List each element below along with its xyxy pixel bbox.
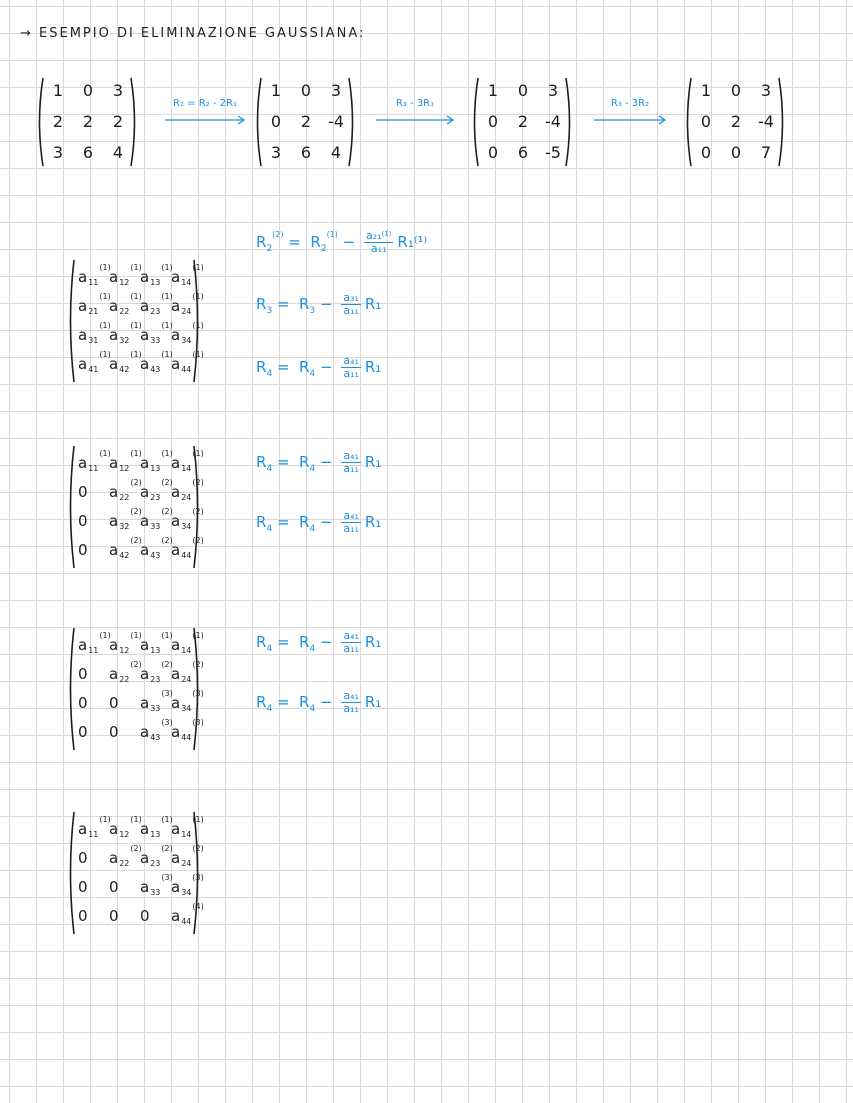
matrix-example-3 bbox=[470, 76, 574, 168]
matrix-cell: 0 bbox=[487, 143, 499, 162]
arrow-icon bbox=[376, 114, 454, 126]
matrix-cell: 0 bbox=[700, 112, 712, 131]
matrix-cell: 2 bbox=[730, 112, 742, 131]
matrix-entry: 0 bbox=[78, 512, 88, 530]
matrix-cell: 2 bbox=[517, 112, 529, 131]
matrix-example-4 bbox=[683, 76, 787, 168]
fraction: $\frac{\text{a₄₁}}{\text{a₁₁}}$ bbox=[343, 629, 359, 655]
row-operation-label: R₂ = R₂ - 2R₁ bbox=[173, 98, 237, 109]
matrix-entry: $a_{43}^{(1)}$ bbox=[140, 350, 173, 374]
fraction: $\frac{\text{a₄₁}}{\text{a₁₁}}$ bbox=[343, 354, 359, 380]
matrix-entry: $a_{41}^{(1)}$ bbox=[78, 350, 111, 374]
left-bracket bbox=[66, 626, 76, 752]
matrix-cell: 3 bbox=[547, 81, 559, 100]
matrix-entry: 0 bbox=[109, 723, 119, 741]
row-update-equation: $R_4 = R_4$ − $\frac{\text{a₄₁}}{\text{a₁₁}}$ R₁ bbox=[256, 449, 382, 475]
matrix-cell: 3 bbox=[52, 143, 64, 162]
left-bracket bbox=[66, 444, 76, 570]
matrix-entry: $a_{11}^{(1)}$ bbox=[78, 263, 111, 287]
row-operation-arrow bbox=[165, 98, 245, 128]
matrix-cell: -5 bbox=[545, 143, 561, 162]
matrix-cell: 7 bbox=[760, 143, 772, 162]
row-update-equation: $R_3 = R_3$ − $\frac{\text{a₃₁}}{\text{a₁₁}}$ R₁ bbox=[256, 291, 382, 317]
matrix-cell: 0 bbox=[82, 81, 94, 100]
row-operation-arrow bbox=[594, 98, 666, 128]
fraction: $\frac{\text{a₄₁}}{\text{a₁₁}}$ bbox=[343, 449, 359, 475]
fraction: $\frac{\text{a₂₁⁽¹⁾}}{\text{a₁₁}}$ bbox=[366, 229, 392, 255]
row-operation-arrow bbox=[376, 98, 454, 128]
matrix-cell: 3 bbox=[112, 81, 124, 100]
matrix-entry: $a_{11}^{(1)}$ bbox=[78, 449, 111, 473]
fraction: $\frac{\text{a₄₁}}{\text{a₁₁}}$ bbox=[343, 509, 359, 535]
matrix-entry: $a_{12}^{(1)}$ bbox=[109, 815, 142, 839]
matrix-entry: $a_{13}^{(1)}$ bbox=[140, 449, 173, 473]
matrix-entry: $a_{24}^{(2)}$ bbox=[171, 844, 204, 868]
matrix-entry: $a_{22}^{(2)}$ bbox=[109, 660, 142, 684]
matrix-entry: $a_{11}^{(1)}$ bbox=[78, 815, 111, 839]
matrix-cell: 4 bbox=[330, 143, 342, 162]
matrix-entry: $a_{43}^{(2)}$ bbox=[140, 536, 173, 560]
row-update-equation: $R_4 = R_4$ − $\frac{\text{a₄₁}}{\text{a₁₁}}$ R₁ bbox=[256, 689, 382, 715]
matrix-entry: 0 bbox=[78, 878, 88, 896]
matrix-entry: 0 bbox=[78, 723, 88, 741]
row-operation-label: R₃ - 3R₂ bbox=[610, 98, 650, 109]
matrix-cell: 6 bbox=[82, 143, 94, 162]
matrix-entry: $a_{42}^{(1)}$ bbox=[109, 350, 142, 374]
matrix-entry: $a_{22}^{(2)}$ bbox=[109, 478, 142, 502]
matrix-entry: $a_{21}^{(1)}$ bbox=[78, 292, 111, 316]
row-update-equation: $R_4 = R_4$ − $\frac{\text{a₄₁}}{\text{a₁₁}}$ R₁ bbox=[256, 629, 382, 655]
matrix-cell: 6 bbox=[517, 143, 529, 162]
matrix-cell: 1 bbox=[700, 81, 712, 100]
matrix-entry: $a_{34}^{(3)}$ bbox=[171, 689, 204, 713]
matrix-cell: 3 bbox=[760, 81, 772, 100]
matrix-example-2 bbox=[253, 76, 357, 168]
matrix-cell: 0 bbox=[300, 81, 312, 100]
matrix-entry: $a_{12}^{(1)}$ bbox=[109, 263, 142, 287]
fraction: $\frac{\text{a₄₁}}{\text{a₁₁}}$ bbox=[343, 689, 359, 715]
matrix-entry: $a_{44}^{(3)}$ bbox=[171, 718, 204, 742]
matrix-entry: $a_{31}^{(1)}$ bbox=[78, 321, 111, 345]
matrix-entry: $a_{34}^{(2)}$ bbox=[171, 507, 204, 531]
matrix-entry: $a_{23}^{(1)}$ bbox=[140, 292, 173, 316]
matrix-entry: $a_{34}^{(1)}$ bbox=[171, 321, 204, 345]
matrix-entry: $a_{22}^{(2)}$ bbox=[109, 844, 142, 868]
matrix-entry: $a_{44}^{(1)}$ bbox=[171, 350, 204, 374]
matrix-entry: $a_{23}^{(2)}$ bbox=[140, 844, 173, 868]
matrix-entry: 0 bbox=[78, 541, 88, 559]
matrix-entry: $a_{14}^{(1)}$ bbox=[171, 815, 204, 839]
left-bracket bbox=[66, 258, 76, 384]
matrix-entry: $a_{12}^{(1)}$ bbox=[109, 449, 142, 473]
matrix-entry: $a_{32}^{(2)}$ bbox=[109, 507, 142, 531]
matrix-entry: $a_{13}^{(1)}$ bbox=[140, 631, 173, 655]
matrix-cell: 0 bbox=[730, 143, 742, 162]
matrix-general-2 bbox=[66, 444, 202, 570]
matrix-entry: $a_{13}^{(1)}$ bbox=[140, 815, 173, 839]
matrix-cell: 4 bbox=[112, 143, 124, 162]
matrix-cell: 0 bbox=[730, 81, 742, 100]
matrix-cell: -4 bbox=[545, 112, 561, 131]
matrix-entry: $a_{44}^{(2)}$ bbox=[171, 536, 204, 560]
matrix-cell: 1 bbox=[52, 81, 64, 100]
matrix-cell: 2 bbox=[52, 112, 64, 131]
matrix-entry: 0 bbox=[140, 907, 150, 925]
matrix-cell: 0 bbox=[487, 112, 499, 131]
matrix-example-1 bbox=[35, 76, 139, 168]
left-bracket bbox=[66, 810, 76, 936]
matrix-cell: 1 bbox=[270, 81, 282, 100]
matrix-entry: $a_{23}^{(2)}$ bbox=[140, 660, 173, 684]
matrix-cell: 3 bbox=[270, 143, 282, 162]
matrix-general-4 bbox=[66, 810, 202, 936]
row-operation-label: R₃ - 3R₁ bbox=[395, 98, 435, 109]
matrix-entry: $a_{33}^{(2)}$ bbox=[140, 507, 173, 531]
matrix-general-3 bbox=[66, 626, 202, 752]
matrix-entry: $a_{14}^{(1)}$ bbox=[171, 263, 204, 287]
matrix-entry: 0 bbox=[78, 849, 88, 867]
fraction: $\frac{\text{a₃₁}}{\text{a₁₁}}$ bbox=[343, 291, 359, 317]
matrix-entry: $a_{32}^{(1)}$ bbox=[109, 321, 142, 345]
matrix-cell: 2 bbox=[300, 112, 312, 131]
matrix-entry: 0 bbox=[109, 878, 119, 896]
matrix-cell: -4 bbox=[328, 112, 344, 131]
page-title: → ESEMPIO DI ELIMINAZIONE GAUSSIANA: bbox=[20, 26, 366, 41]
matrix-entry: $a_{43}^{(3)}$ bbox=[140, 718, 173, 742]
matrix-entry: $a_{44}^{(4)}$ bbox=[171, 902, 204, 926]
matrix-entry: 0 bbox=[78, 694, 88, 712]
matrix-entry: $a_{33}^{(1)}$ bbox=[140, 321, 173, 345]
matrix-entry: $a_{11}^{(1)}$ bbox=[78, 631, 111, 655]
matrix-entry: 0 bbox=[78, 907, 88, 925]
matrix-cell: 2 bbox=[82, 112, 94, 131]
matrix-entry: 0 bbox=[78, 483, 88, 501]
arrow-icon bbox=[165, 114, 245, 126]
matrix-entry: $a_{33}^{(3)}$ bbox=[140, 689, 173, 713]
matrix-entry: $a_{24}^{(1)}$ bbox=[171, 292, 204, 316]
matrix-entry: 0 bbox=[109, 694, 119, 712]
matrix-cell: 6 bbox=[300, 143, 312, 162]
matrix-entry: $a_{24}^{(2)}$ bbox=[171, 660, 204, 684]
matrix-entry: $a_{14}^{(1)}$ bbox=[171, 449, 204, 473]
matrix-entry: $a_{13}^{(1)}$ bbox=[140, 263, 173, 287]
matrix-cell: 3 bbox=[330, 81, 342, 100]
arrow-icon bbox=[594, 114, 666, 126]
matrix-cell: 2 bbox=[112, 112, 124, 131]
matrix-cell: 0 bbox=[270, 112, 282, 131]
matrix-entry: $a_{34}^{(3)}$ bbox=[171, 873, 204, 897]
matrix-general-1 bbox=[66, 258, 202, 384]
matrix-cell: 0 bbox=[517, 81, 529, 100]
matrix-entry: $a_{14}^{(1)}$ bbox=[171, 631, 204, 655]
matrix-entry: $a_{42}^{(2)}$ bbox=[109, 536, 142, 560]
matrix-entry: $a_{12}^{(1)}$ bbox=[109, 631, 142, 655]
matrix-cell: 0 bbox=[700, 143, 712, 162]
matrix-cell: -4 bbox=[758, 112, 774, 131]
matrix-entry: 0 bbox=[109, 907, 119, 925]
matrix-entry: $a_{24}^{(2)}$ bbox=[171, 478, 204, 502]
row-update-equation: $R_4 = R_4$ − $\frac{\text{a₄₁}}{\text{a₁₁}}$ R₁ bbox=[256, 354, 382, 380]
matrix-entry: $a_{33}^{(3)}$ bbox=[140, 873, 173, 897]
row-update-equation: $R_2^{(2)} = R_2^{(1)}$ − $\frac{\text{a₂₁⁽¹⁾}}{\text{a₁₁}}$ R₁⁽¹⁾ bbox=[256, 229, 428, 255]
matrix-cell: 1 bbox=[487, 81, 499, 100]
matrix-entry: 0 bbox=[78, 665, 88, 683]
matrix-entry: $a_{22}^{(1)}$ bbox=[109, 292, 142, 316]
row-update-equation: $R_4 = R_4$ − $\frac{\text{a₄₁}}{\text{a₁₁}}$ R₁ bbox=[256, 509, 382, 535]
matrix-entry: $a_{23}^{(2)}$ bbox=[140, 478, 173, 502]
